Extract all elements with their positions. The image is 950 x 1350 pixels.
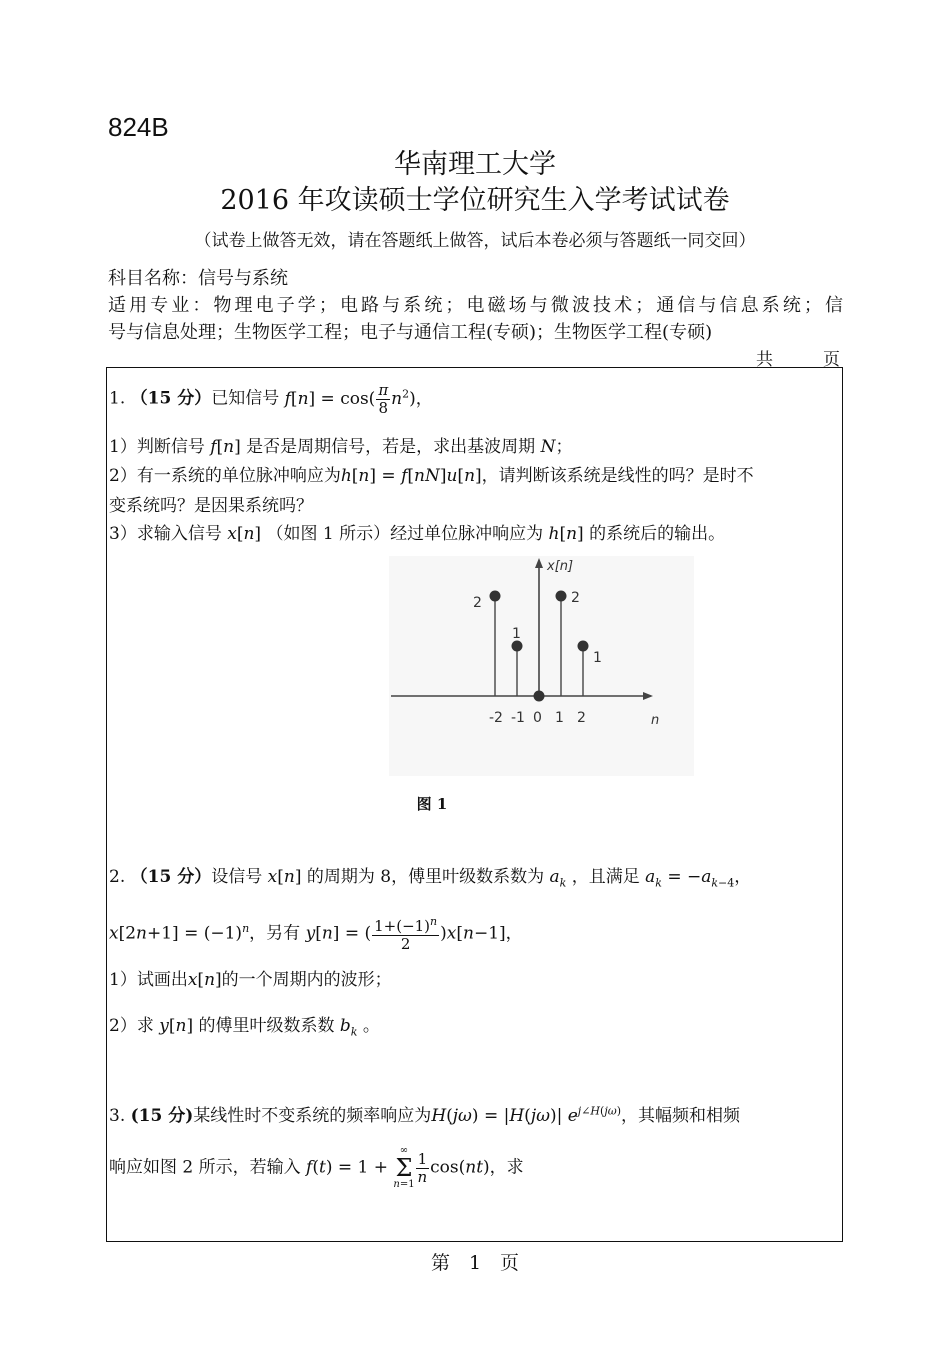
q1-sub3: 3）求输入信号 x[n] （如图 1 所示）经过单位脉冲响应为 h[n] 的系统后的输出。 [109,524,726,544]
page-label: 页 [823,350,840,370]
value-label: 1 [512,626,521,642]
figure-1-stem-plot [389,556,694,776]
figure-1-caption: 图 1 [416,795,448,813]
q1-sub3-text-a: 3）求输入信号 [109,524,222,544]
question-box [106,367,843,1242]
q2-intro-a: 设信号 [211,867,263,887]
majors-line-1: 适用专业：物理电子学；电路与系统；电磁场与微波技术；通信与信息系统；信 [108,295,843,316]
q3-intro: 某线性时不变系统的频率响应为 [193,1106,432,1126]
q1-sub2-cont: 变系统吗？是因果系统吗？ [109,496,313,516]
y-axis-arrow [535,558,543,568]
q2-sub2: 2）求 y[n] 的傅里叶级数系数 $b_k$ 。 [109,1016,380,1039]
tick-label: 1 [555,710,564,726]
stem-marker [490,591,501,602]
q1-formula: f[n] = cos( $\frac{\pi}{8}$ $n^2$)， [284,381,433,417]
q2-sub2-text-c: 。 [362,1016,380,1036]
x-axis-arrow [643,692,653,700]
tick-label: 0 [533,710,542,726]
exam-notice: （试卷上做答无效，请在答题纸上做答，试后本卷必须与答题纸一同交回） [194,231,756,251]
tick-label: 2 [577,710,586,726]
q3-stem: 3. (15 分)某线性时不变系统的频率响应为H(jω) = |H(jω)| $e^{j\angle H(j\omega)}$，其幅频和相频 [109,1104,740,1126]
q1-sub3-text-b: （如图 1 所示）经过单位脉冲响应为 [266,524,544,544]
q1-number: 1. [109,388,126,409]
q2-sub1-text-a: 1）试画出 [109,970,188,990]
page-number-footer: 第 1 页 [430,1252,520,1274]
q3-number: 3. [109,1106,126,1126]
subject-line: 科目名称：信号与系统 [108,268,288,289]
q3-line2: 响应如图 2 所示，若输入 f(t) = 1 + ∞ Σ n=1 $\frac{1}{n}$ cos(nt)，求 [109,1145,524,1190]
q2-number: 2. [109,867,126,887]
q3-line2-text-b: ，求 [489,1157,524,1178]
q2-sub2-text-a: 2）求 [109,1016,154,1036]
q1-sub1-text-c: ； [555,437,573,457]
stem-marker [578,641,589,652]
stem-plot-svg [389,556,694,776]
q2-intro-c: ，且满足 [571,867,640,887]
stem-marker [534,691,545,702]
q1-sub1: 1）判断信号 f[n] 是否是周期信号，若是，求出基波周期 N； [109,437,573,457]
q1-stem [109,382,433,416]
exam-title: 2016 年攻读硕士学位研究生入学考试试卷 [220,185,730,216]
q1-sub2-text-b: ，请判断该系统是线性的吗？是时不 [481,466,754,486]
q2-sub2-text-b: 的傅里叶级数系数 [198,1016,335,1036]
q1-sub2-text-a: 2）有一系统的单位脉冲响应为 [109,466,341,486]
q2-sub1: 1）试画出x[n]的一个周期内的波形； [109,970,392,990]
q1-sub2: 2）有一系统的单位脉冲响应为h[n] = f[nN]u[n]，请判断该系统是线性的吗？是时不 [109,466,754,486]
total-label: 共 [756,350,773,370]
q2-line2-text: ，另有 [249,923,301,944]
school-name: 华南理工大学 [394,149,556,180]
q1-sub1-text-a: 1）判断信号 [109,437,205,457]
sum-symbol: ∞ Σ n=1 [393,1145,415,1190]
q1-sub3-text-c: 的系统后的输出。 [589,524,726,544]
q2-line2: $x[2n+1] = (-1)^n$，另有 y[n] = ( $\frac{1+(-1)^n}{2}$ )x[n−1]， [109,915,523,953]
q2-intro-b: 的周期为 8，傅里叶级数系数为 [306,867,545,887]
q1-intro: 已知信号 [211,388,280,409]
x-axis-label: n [651,713,660,728]
q2-sub1-text-b: 的一个周期内的波形； [221,970,392,990]
q3-score: (15 分) [130,1106,194,1126]
value-label: 2 [571,590,580,606]
stem-marker [512,641,523,652]
majors-line-2: 号与信息处理；生物医学工程；电子与通信工程(专硕)；生物医学工程(专硕) [108,322,713,343]
q1-score: （15 分） [130,388,212,409]
q3-intro-b: ，其幅频和相频 [621,1106,740,1126]
tick-label: -2 [489,710,503,726]
y-axis-label: x[n] [547,559,574,574]
q2-stem: 2. （15 分）设信号 x[n] 的周期为 8，傅里叶级数系数为 $a_k$ ，且满足 $a_k = -a_{k-4}$， [109,867,752,890]
q1-sub1-text-b: 是否是周期信号，若是，求出基波周期 [246,437,536,457]
stem-marker [556,591,567,602]
value-label: 2 [473,595,482,611]
value-label: 1 [593,650,602,666]
exam-code: 824B [108,112,169,142]
q3-line2-text-a: 响应如图 2 所示，若输入 [109,1157,301,1178]
tick-label: -1 [511,710,525,726]
q2-score: （15 分） [130,867,212,887]
